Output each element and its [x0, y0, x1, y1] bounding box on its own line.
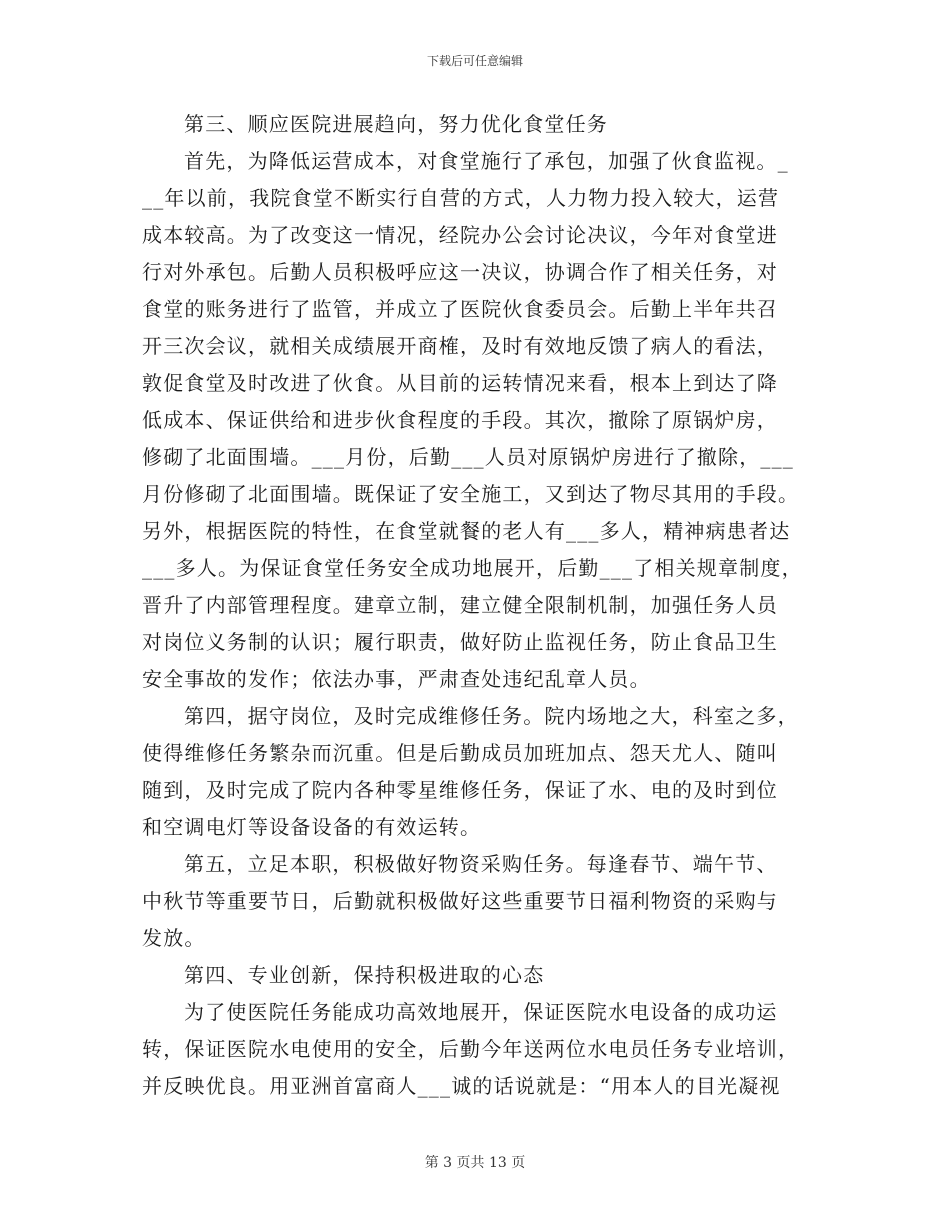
text-line: 晋升了内部管理程度。建章立制，建立健全限制机制，加强任务人员 [142, 593, 778, 617]
text-line: 另外，根据医院的特性，在食堂就餐的老人有___多人，精神病患者达 [142, 519, 791, 543]
text-line: 第三、顺应医院进展趋向，努力优化食堂任务 [184, 112, 608, 136]
text-line: 对岗位义务制的认识；履行职责，做好防止监视任务，防止食品卫生 [142, 630, 778, 654]
text-line: 开三次会议，就相关成绩展开商榷，及时有效地反馈了病人的看法， [142, 334, 778, 358]
text-line: 发放。 [142, 926, 206, 950]
text-line: 中秋节等重要节日，后勤就积极做好这些重要节日福利物资的采购与 [142, 889, 778, 913]
text-line: 行对外承包。后勤人员积极呼应这一决议，协调合作了相关任务，对 [142, 260, 778, 284]
text-line: 为了使医院任务能成功高效地展开，保证医院水电设备的成功运 [184, 1000, 778, 1024]
text-line: 低成本、保证供给和进步伙食程度的手段。其次，撤除了原锅炉房， [142, 408, 778, 432]
text-line: 和空调电灯等设备设备的有效运转。 [142, 815, 482, 839]
text-line: 随到，及时完成了院内各种零星维修任务，保证了水、电的及时到位 [142, 778, 778, 802]
page-header: 下载后可任意编辑 [426, 54, 523, 68]
text-line: 成本较高。为了改变这一情况，经院办公会讨论决议，今年对食堂进 [142, 223, 778, 247]
text-line: __年以前，我院食堂不断实行自营的方式，人力物力投入较大，运营 [142, 186, 780, 210]
text-line: ___多人。为保证食堂任务安全成功地展开，后勤___了相关规章制度， [142, 556, 803, 580]
text-line: 第四，据守岗位，及时完成维修任务。院内场地之大，科室之多， [184, 704, 799, 728]
text-line: 月份修砌了北面围墙。既保证了安全施工，又到达了物尽其用的手段。 [142, 482, 800, 506]
text-line: 修砌了北面围墙。___月份，后勤___人员对原锅炉房进行了撤除，___ [142, 445, 794, 469]
document-body [142, 106, 808, 1105]
text-line: 转，保证医院水电使用的安全，后勤今年送两位水电员任务专业培训， [142, 1037, 800, 1061]
text-line: 首先，为降低运营成本，对食堂施行了承包，加强了伙食监视。_ [184, 149, 789, 173]
text-line: 食堂的账务进行了监管，并成立了医院伙食委员会。后勤上半年共召 [142, 297, 778, 321]
text-line: 安全事故的发作；依法办事，严肃查处违纪乱章人员。 [142, 667, 651, 691]
text-line: 第四、专业创新，保持积极进取的心态 [184, 963, 545, 987]
text-line: 使得维修任务繁杂而沉重。但是后勤成员加班加点、怨天尤人、随叫 [142, 741, 778, 765]
text-line: 第五，立足本职，积极做好物资采购任务。每逢春节、端午节、 [184, 852, 778, 876]
text-line: 敦促食堂及时改进了伙食。从目前的运转情况来看，根本上到达了降 [142, 371, 778, 395]
page-footer: 第 3 页共 13 页 [424, 1155, 526, 1171]
text-line: 并反映优良。用亚洲首富商人___诚的话说就是：“用本人的目光凝视 [142, 1074, 781, 1098]
